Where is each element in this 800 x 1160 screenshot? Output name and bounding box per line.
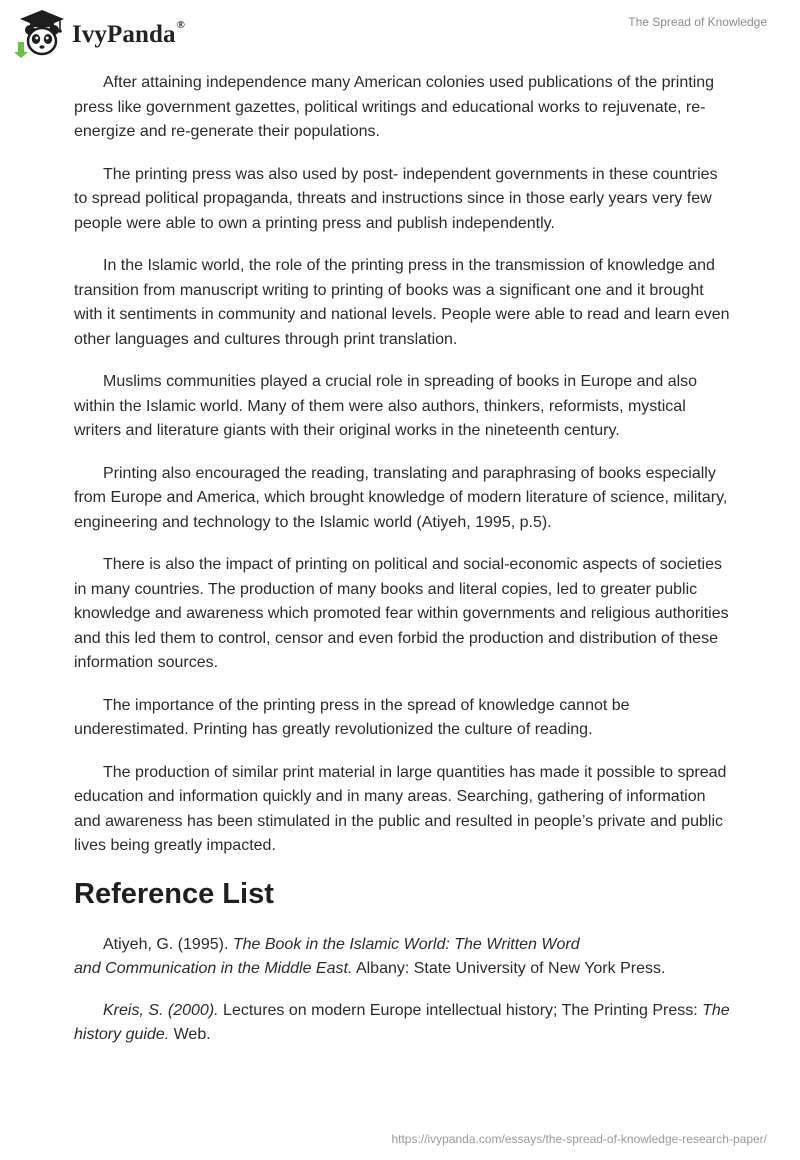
- reference-medium: Web.: [169, 1026, 211, 1043]
- body-paragraph: Printing also encouraged the reading, translating and paraphrasing of books especially from Europe and America, which brought knowledge of modern literature of science, military, engineering and technology to the Islamic world (Atiyeh, 1995, p.5).: [74, 464, 728, 531]
- body-paragraph: There is also the impact of printing on political and social-economic aspects of societies in many countries. The production of many books and literal copies, led to greater public knowledge and awareness which promoted fear within governments and religious authorities and this led them to control, censor and even forbid the production and distribution of these information sources.: [74, 556, 729, 671]
- reference-title: The Book in the Islamic World: The Written Word: [232, 935, 580, 953]
- body-paragraph: In the Islamic world, the role of the printing press in the transmission of knowledge and transition from manuscript writing to printing of books was a significant one and it brought with it sentiments in community and national levels. People were able to read and learn even other languages and cultures through print translation.: [74, 257, 730, 348]
- source-url[interactable]: https://ivypanda.com/essays/the-spread-of-knowledge-research-paper/: [391, 1132, 767, 1146]
- reference-publisher: Albany: State University of New York Press.: [352, 960, 666, 977]
- body-paragraph: The importance of the printing press in the spread of knowledge cannot be underestimated. Printing has greatly revolutionized the culture of reading.: [74, 696, 630, 738]
- body-paragraph: The printing press was also used by post- independent governments in these countries to spread political propaganda, threats and instructions since in those early years very few people were able to own a printing press and publish independently.: [74, 165, 718, 232]
- brand-name: IvyPanda®: [72, 19, 185, 48]
- document-title: The Spread of Knowledge: [628, 15, 767, 29]
- reference-item-kreis: [74, 999, 734, 1048]
- reference-author: Atiyeh, G. (1995).: [103, 935, 233, 953]
- reference-title: and Communication in the Middle East.: [74, 960, 353, 977]
- reference-list-heading: Reference List: [74, 877, 274, 910]
- reference-item-atiyeh: [74, 933, 734, 982]
- page-header: [0, 0, 800, 70]
- ivypanda-logo[interactable]: [14, 8, 185, 58]
- reference-site: The history guide.: [74, 1001, 730, 1043]
- essay-content: [74, 71, 734, 1065]
- body-paragraph: Muslims communities played a crucial role in spreading of books in Europe and also within the Islamic world. Many of them were also authors, thinkers, reformists, mystical writers and literature giants with their original works in the nineteenth century.: [74, 373, 698, 439]
- body-paragraph: After attaining independence many American colonies used publications of the printing press like government gazettes, political writings and educational works to rejuvenate, re-energize and re-generate their populations.: [74, 74, 715, 140]
- reference-title: Lectures on modern Europe intellectual history; The Printing Press:: [218, 1001, 703, 1019]
- panda-graduate-icon: [14, 8, 70, 58]
- body-paragraph: The production of similar print material in large quantities has made it possible to spread education and information quickly and in many areas. Searching, gathering of information and awareness has been stimulated in the public and resulted in people’s private and public lives being greatly impacted.: [74, 763, 727, 854]
- reference-author: Kreis, S. (2000).: [103, 1001, 219, 1019]
- registered-mark: ®: [176, 19, 185, 31]
